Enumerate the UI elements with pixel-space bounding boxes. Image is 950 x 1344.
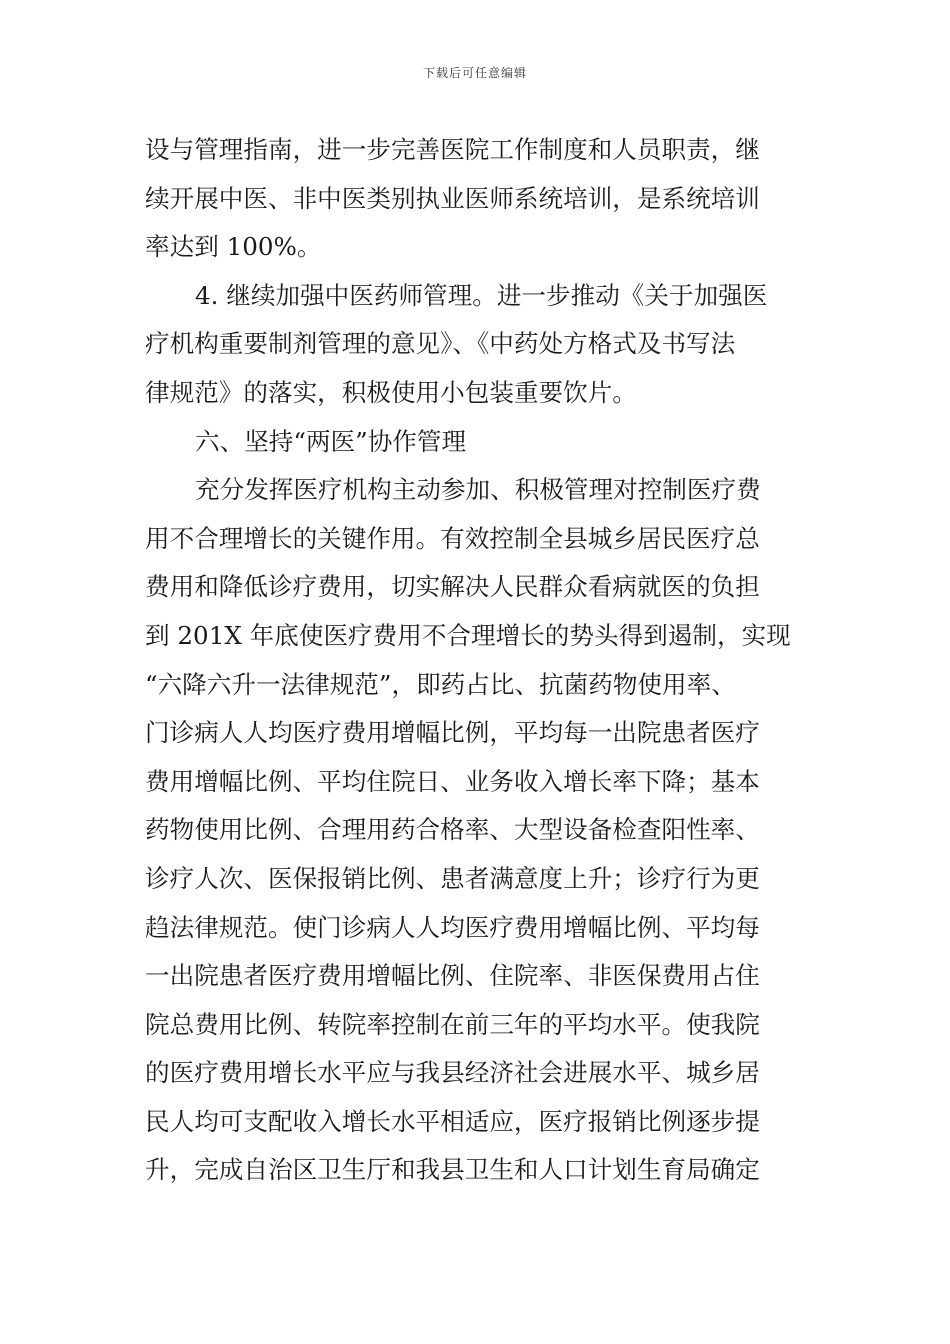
text-line: 费用增幅比例、平均住院日、业务收入增长率下降；基本 xyxy=(145,766,760,796)
text-line: 疗机构重要制剂管理的意见》、《中药处方格式及书写法 xyxy=(145,329,736,359)
page-header: 下载后可任意编辑 xyxy=(422,66,527,80)
text-line: 门诊病人人均医疗费用增幅比例，平均每一出院患者医疗 xyxy=(145,718,760,748)
text-line: 4. 继续加强中医药师管理。进一步推动《关于加强医 xyxy=(195,280,768,310)
text-line: 诊疗人次、医保报销比例、患者满意度上升；诊疗行为更 xyxy=(145,863,760,893)
text-line: 率达到 100%。 xyxy=(145,232,322,262)
text-line: 民人均可支配收入增长水平相适应，医疗报销比例逐步提 xyxy=(145,1106,760,1136)
text-line: 续开展中医、非中医类别执业医师系统培训，是系统培训 xyxy=(145,183,760,213)
text-line: 药物使用比例、合理用药合格率、大型设备检查阳性率、 xyxy=(145,815,760,845)
document-body xyxy=(145,126,810,1195)
text-line: 到 201X 年底使医疗费用不合理增长的势头得到遏制，实现 xyxy=(145,620,791,650)
text-line: 的医疗费用增长水平应与我县经济社会进展水平、城乡居 xyxy=(145,1058,760,1088)
text-line: 律规范》的落实，积极使用小包装重要饮片。 xyxy=(145,377,637,407)
text-line: 费用和降低诊疗费用，切实解决人民群众看病就医的负担 xyxy=(145,572,760,602)
section-heading: 六、坚持“两医”协作管理 xyxy=(195,426,467,456)
text-line: 升，完成自治区卫生厅和我县卫生和人口计划生育局确定 xyxy=(145,1155,760,1185)
text-line: 用不合理增长的关键作用。有效控制全县城乡居民医疗总 xyxy=(145,523,760,553)
text-line: “六降六升一法律规范”，即药占比、抗菌药物使用率、 xyxy=(145,669,736,699)
text-line: 一出院患者医疗费用增幅比例、住院率、非医保费用占住 xyxy=(145,961,760,991)
text-line: 院总费用比例、转院率控制在前三年的平均水平。使我院 xyxy=(145,1009,760,1039)
text-line: 趋法律规范。使门诊病人人均医疗费用增幅比例、平均每 xyxy=(145,912,760,942)
text-line: 设与管理指南，进一步完善医院工作制度和人员职责，继 xyxy=(145,135,760,164)
text-line: 充分发挥医疗机构主动参加、积极管理对控制医疗费 xyxy=(195,475,761,505)
